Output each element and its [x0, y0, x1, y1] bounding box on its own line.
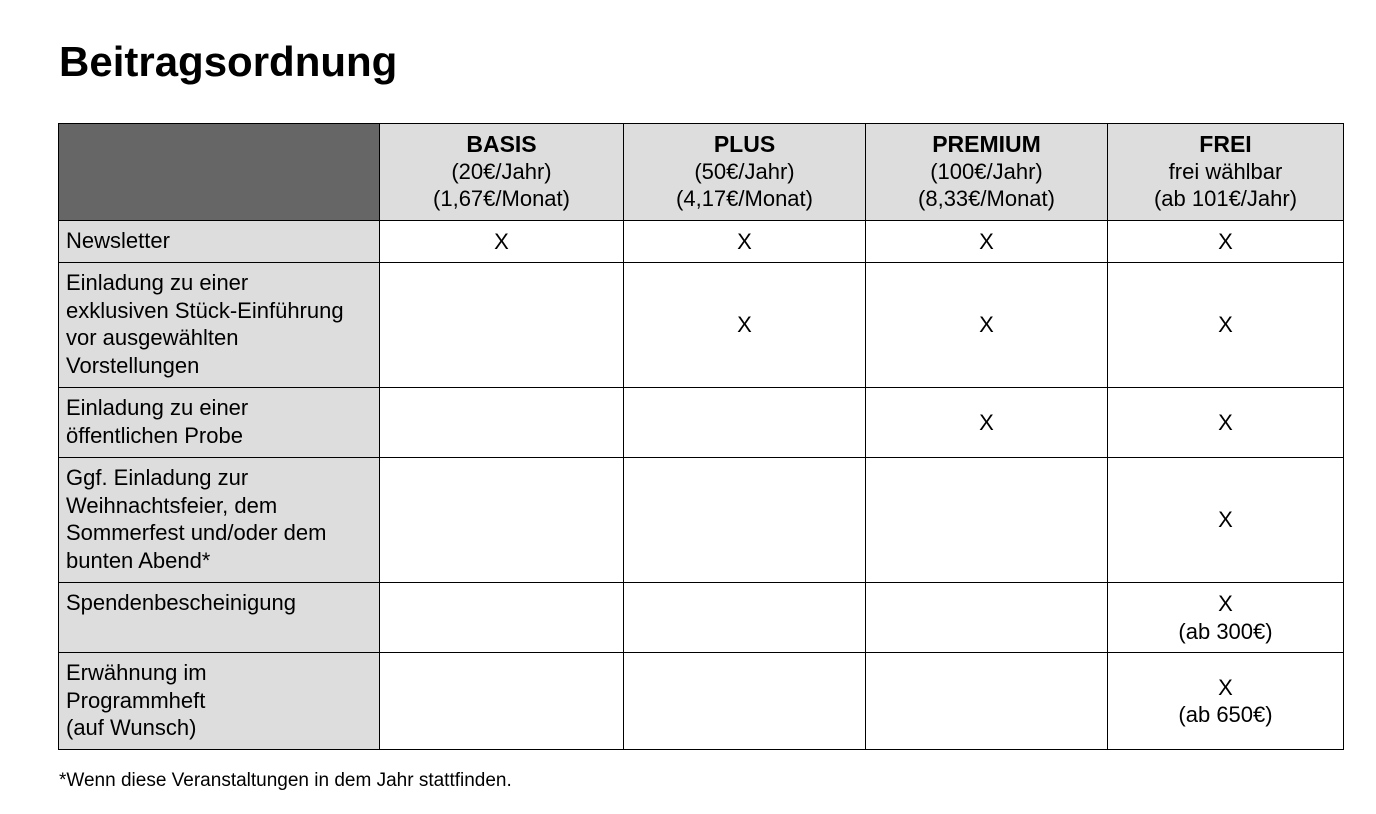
benefit-cell-frei — [1108, 458, 1344, 583]
benefit-cell-plus — [624, 388, 866, 458]
footnote: *Wenn diese Veranstaltungen in dem Jahr stattfinden. — [59, 770, 512, 791]
benefit-cell-basis — [380, 388, 624, 458]
benefit-cell-frei — [1108, 388, 1344, 458]
feature-label-line: öffentlichen Probe — [66, 422, 243, 448]
feature-label-line: vor ausgewählten — [66, 325, 239, 350]
included-mark: X — [737, 312, 752, 338]
feature-row-program-mention — [59, 653, 1344, 750]
benefit-cell-basis — [380, 583, 624, 653]
benefit-cell-premium — [866, 263, 1108, 388]
benefit-cell-basis — [380, 221, 624, 263]
benefit-cell-frei — [1108, 263, 1344, 388]
tier-price-month: (4,17€/Monat) — [676, 186, 813, 211]
benefit-cell-plus — [624, 221, 866, 263]
included-mark: X — [1218, 409, 1233, 435]
included-mark: X — [1218, 591, 1233, 616]
included-mark: X — [1218, 674, 1233, 700]
feature-label — [59, 388, 380, 458]
tier-header-plus — [624, 124, 866, 221]
tier-price-year: (100€/Jahr) — [930, 159, 1043, 184]
benefit-cell-frei — [1108, 583, 1344, 653]
included-mark: X — [979, 409, 994, 435]
benefit-cell-frei — [1108, 653, 1344, 750]
feature-label-line: Vorstellungen — [66, 352, 200, 378]
feature-label-line: Erwähnung im — [66, 660, 207, 685]
benefit-cell-plus — [624, 263, 866, 388]
header-corner-cell — [59, 124, 380, 221]
feature-label — [59, 458, 380, 583]
feature-label — [59, 263, 380, 388]
feature-label-line: Sommerfest und/oder dem — [66, 520, 327, 545]
benefit-cell-basis — [380, 263, 624, 388]
benefit-cell-premium — [866, 388, 1108, 458]
tier-name: PLUS — [713, 131, 776, 157]
tier-header-frei — [1108, 124, 1344, 221]
tier-price-month: (8,33€/Monat) — [918, 186, 1055, 211]
tier-price-year: (20€/Jahr) — [451, 159, 552, 184]
feature-label — [59, 221, 380, 263]
included-mark: X — [494, 228, 509, 254]
included-mark: X — [979, 312, 994, 338]
benefit-cell-basis — [380, 458, 624, 583]
tier-name: BASIS — [466, 131, 537, 157]
benefit-cell-premium — [866, 221, 1108, 263]
feature-label-line: Ggf. Einladung zur — [66, 465, 249, 490]
benefit-cell-plus — [624, 653, 866, 750]
feature-label — [59, 653, 380, 750]
tier-price-month: (1,67€/Monat) — [433, 186, 570, 211]
membership-fee-table — [58, 123, 1344, 750]
benefit-cell-frei — [1108, 221, 1344, 263]
feature-label-line: Einladung zu einer — [66, 270, 249, 295]
feature-row-public-rehearsal — [59, 388, 1344, 458]
feature-label-line: Weihnachtsfeier, dem — [66, 492, 278, 518]
tier-name: PREMIUM — [932, 131, 1041, 157]
condition-note: (ab 650€) — [1178, 702, 1273, 727]
feature-label — [59, 583, 380, 653]
benefit-cell-basis — [380, 653, 624, 750]
feature-label-line: exklusiven Stück-Einführung — [66, 297, 344, 323]
feature-label-line: Einladung zu einer — [66, 395, 249, 420]
benefit-cell-premium — [866, 583, 1108, 653]
included-mark: X — [1218, 312, 1233, 338]
included-mark: X — [1218, 228, 1233, 254]
tier-header-basis — [380, 124, 624, 221]
feature-label-line: Spendenbescheinigung — [66, 590, 296, 615]
feature-row-donation-receipt — [59, 583, 1344, 653]
tier-price-year: frei wählbar — [1168, 159, 1283, 184]
included-mark: X — [1218, 507, 1233, 533]
tier-price-year: (50€/Jahr) — [694, 159, 795, 184]
tier-header-premium — [866, 124, 1108, 221]
benefit-cell-premium — [866, 458, 1108, 583]
benefit-cell-premium — [866, 653, 1108, 750]
feature-row-piece-introduction — [59, 263, 1344, 388]
condition-note: (ab 300€) — [1178, 618, 1273, 644]
feature-label-line: Newsletter — [66, 228, 170, 253]
feature-row-newsletter — [59, 221, 1344, 263]
tier-name: FREI — [1199, 131, 1252, 157]
feature-label-line: bunten Abend* — [66, 547, 211, 573]
feature-label-line: (auf Wunsch) — [66, 715, 197, 740]
benefit-cell-plus — [624, 583, 866, 653]
feature-row-events — [59, 458, 1344, 583]
benefit-cell-plus — [624, 458, 866, 583]
tier-header-row — [59, 124, 1344, 221]
feature-label-line: Programmheft — [66, 687, 206, 713]
page-title: Beitragsordnung — [59, 38, 398, 85]
included-mark: X — [979, 228, 994, 254]
included-mark: X — [737, 228, 752, 254]
tier-price-month: (ab 101€/Jahr) — [1153, 186, 1298, 211]
